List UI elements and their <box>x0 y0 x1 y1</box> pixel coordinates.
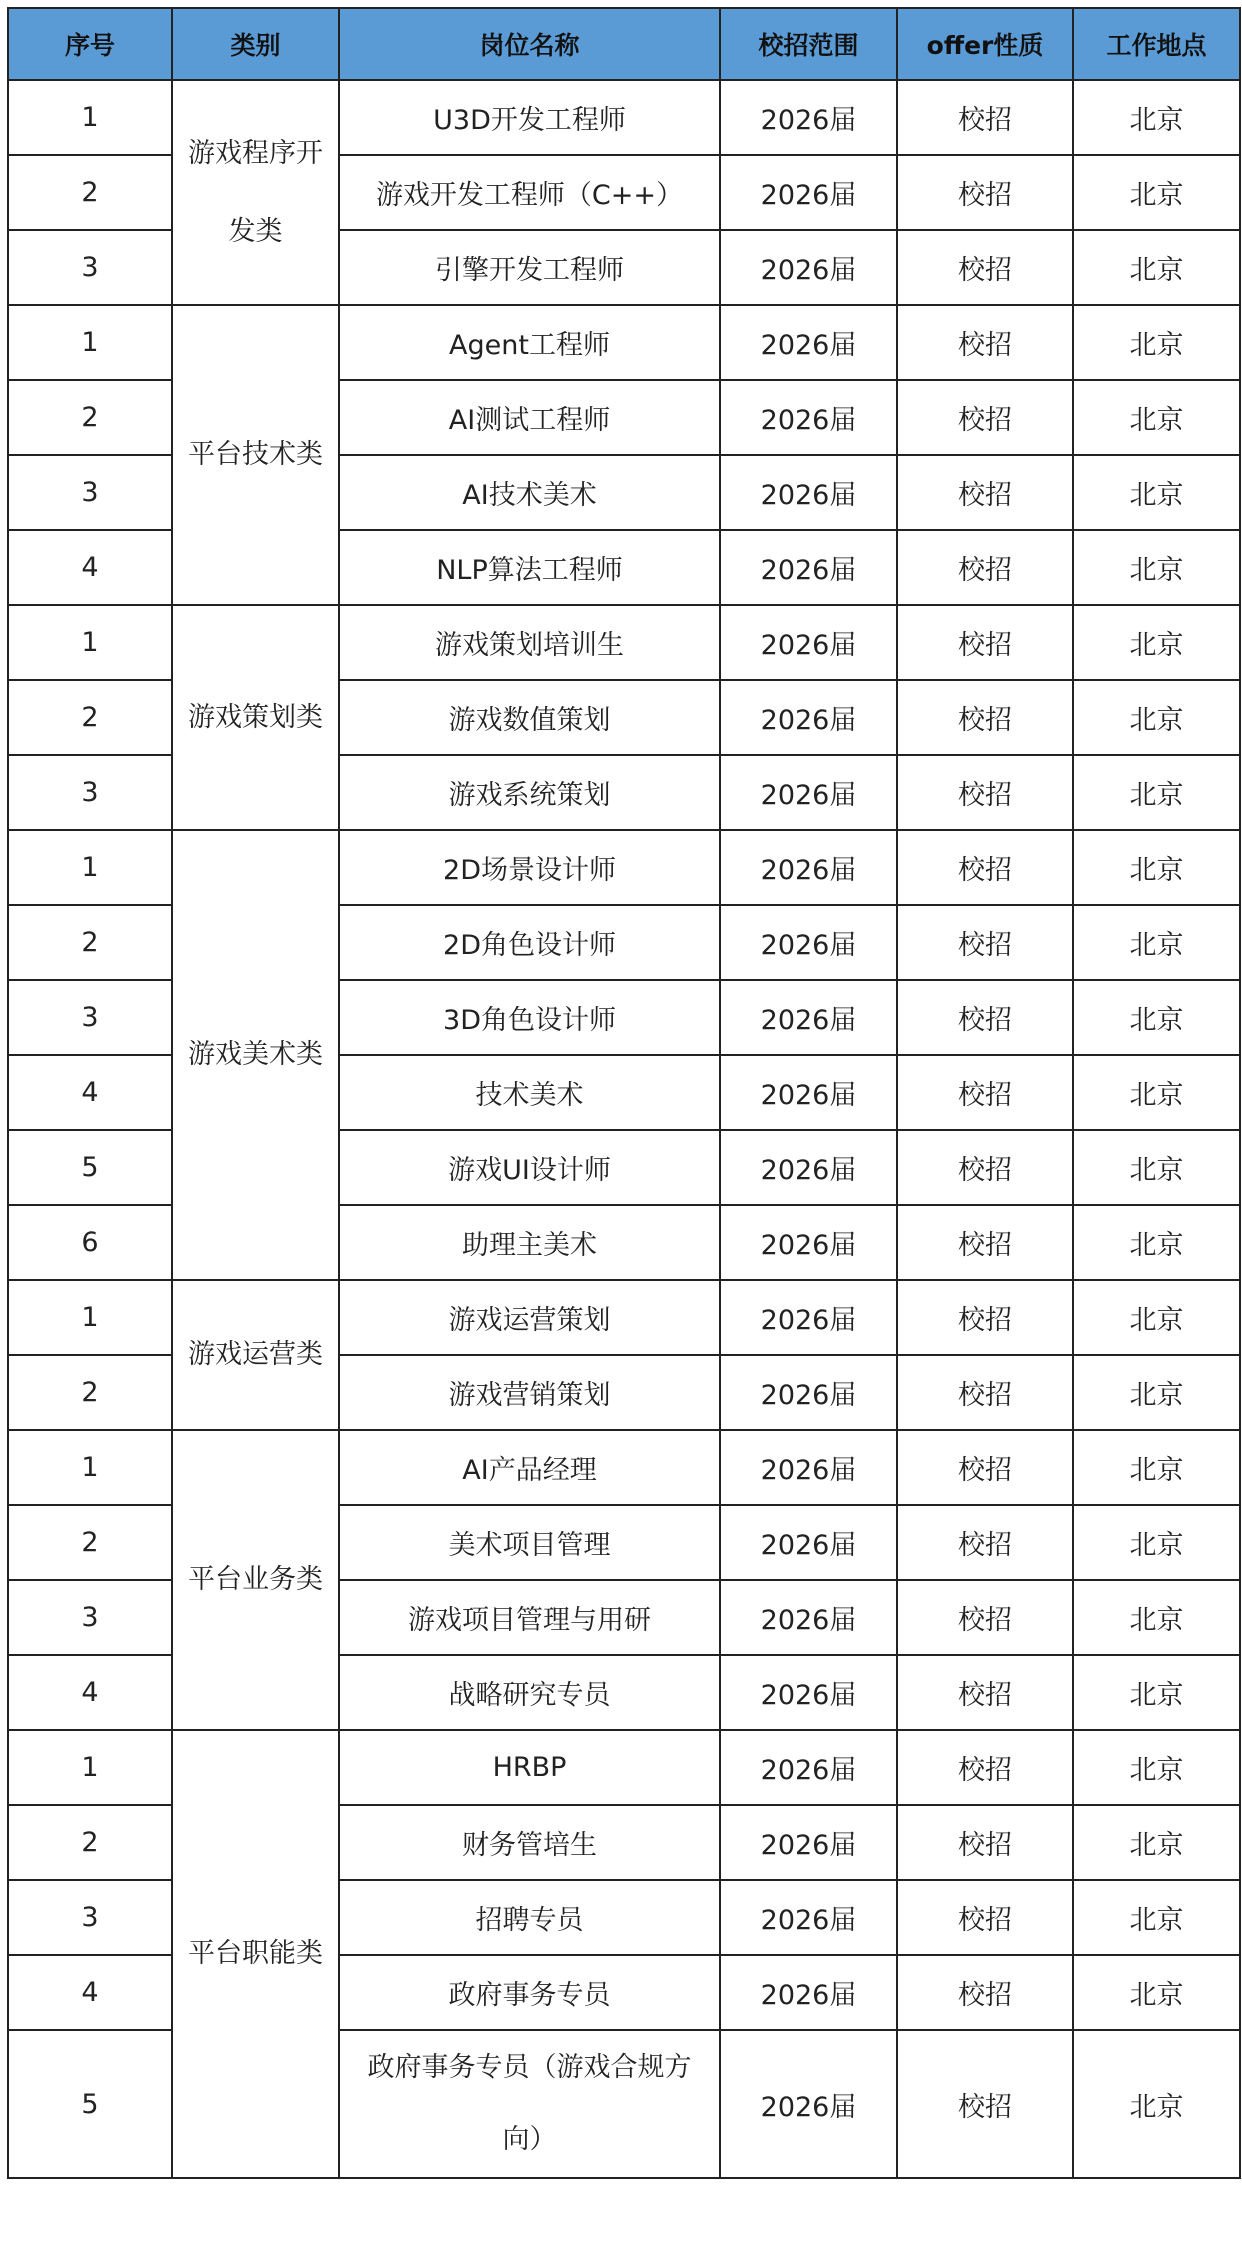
cell-location: 北京 <box>1073 1505 1240 1580</box>
cell-location: 北京 <box>1073 530 1240 605</box>
cell-scope: 2026届 <box>720 530 897 605</box>
cell-position: 技术美术 <box>339 1055 720 1130</box>
cell-category: 平台技术类 <box>172 305 339 605</box>
cell-offer-type: 校招 <box>897 830 1073 905</box>
cell-position: NLP算法工程师 <box>339 530 720 605</box>
cell-position: 游戏策划培训生 <box>339 605 720 680</box>
header-category: 类别 <box>172 8 339 80</box>
cell-position: 2D角色设计师 <box>339 905 720 980</box>
cell-scope: 2026届 <box>720 1130 897 1205</box>
cell-location: 北京 <box>1073 1280 1240 1355</box>
cell-offer-type: 校招 <box>897 1880 1073 1955</box>
cell-scope: 2026届 <box>720 1430 897 1505</box>
cell-scope: 2026届 <box>720 680 897 755</box>
cell-index: 3 <box>8 1880 172 1955</box>
cell-index: 1 <box>8 1430 172 1505</box>
cell-index: 3 <box>8 455 172 530</box>
cell-category: 游戏运营类 <box>172 1280 339 1430</box>
cell-index: 2 <box>8 1355 172 1430</box>
cell-scope: 2026届 <box>720 1730 897 1805</box>
cell-scope: 2026届 <box>720 1580 897 1655</box>
cell-scope: 2026届 <box>720 1355 897 1430</box>
cell-location: 北京 <box>1073 455 1240 530</box>
cell-index: 1 <box>8 830 172 905</box>
cell-position: 引擎开发工程师 <box>339 230 720 305</box>
table-row <box>8 1280 1240 1355</box>
cell-position: 游戏运营策划 <box>339 1280 720 1355</box>
cell-index: 5 <box>8 2030 172 2178</box>
header-scope: 校招范围 <box>720 8 897 80</box>
cell-offer-type: 校招 <box>897 1730 1073 1805</box>
cell-index: 2 <box>8 905 172 980</box>
cell-index: 1 <box>8 1280 172 1355</box>
cell-scope: 2026届 <box>720 905 897 980</box>
cell-scope: 2026届 <box>720 830 897 905</box>
cell-position: 游戏项目管理与用研 <box>339 1580 720 1655</box>
cell-position: 3D角色设计师 <box>339 980 720 1055</box>
cell-location: 北京 <box>1073 1580 1240 1655</box>
cell-offer-type: 校招 <box>897 1280 1073 1355</box>
cell-offer-type: 校招 <box>897 905 1073 980</box>
cell-location: 北京 <box>1073 1880 1240 1955</box>
cell-category: 游戏策划类 <box>172 605 339 830</box>
cell-scope: 2026届 <box>720 1880 897 1955</box>
cell-position: 游戏系统策划 <box>339 755 720 830</box>
cell-location: 北京 <box>1073 1130 1240 1205</box>
cell-location: 北京 <box>1073 1355 1240 1430</box>
cell-offer-type: 校招 <box>897 680 1073 755</box>
cell-scope: 2026届 <box>720 80 897 155</box>
cell-category: 平台业务类 <box>172 1430 339 1730</box>
cell-index: 4 <box>8 530 172 605</box>
cell-index: 3 <box>8 980 172 1055</box>
cell-offer-type: 校招 <box>897 380 1073 455</box>
cell-scope: 2026届 <box>720 155 897 230</box>
cell-scope: 2026届 <box>720 1655 897 1730</box>
cell-location: 北京 <box>1073 1205 1240 1280</box>
cell-offer-type: 校招 <box>897 1505 1073 1580</box>
cell-index: 3 <box>8 755 172 830</box>
cell-location: 北京 <box>1073 605 1240 680</box>
job-table <box>7 7 1241 2179</box>
table-row <box>8 605 1240 680</box>
cell-offer-type: 校招 <box>897 980 1073 1055</box>
cell-position: AI技术美术 <box>339 455 720 530</box>
cell-scope: 2026届 <box>720 1205 897 1280</box>
cell-index: 2 <box>8 1505 172 1580</box>
cell-position: 游戏UI设计师 <box>339 1130 720 1205</box>
cell-scope: 2026届 <box>720 1505 897 1580</box>
cell-position: 2D场景设计师 <box>339 830 720 905</box>
cell-offer-type: 校招 <box>897 1205 1073 1280</box>
cell-location: 北京 <box>1073 1655 1240 1730</box>
cell-position: AI测试工程师 <box>339 380 720 455</box>
cell-index: 2 <box>8 680 172 755</box>
cell-scope: 2026届 <box>720 1055 897 1130</box>
table-body <box>8 80 1240 2178</box>
cell-position: 游戏开发工程师（C++） <box>339 155 720 230</box>
table-header <box>8 8 1240 80</box>
cell-scope: 2026届 <box>720 1280 897 1355</box>
cell-index: 2 <box>8 380 172 455</box>
cell-scope: 2026届 <box>720 455 897 530</box>
cell-offer-type: 校招 <box>897 230 1073 305</box>
cell-position: 游戏营销策划 <box>339 1355 720 1430</box>
cell-scope: 2026届 <box>720 755 897 830</box>
cell-offer-type: 校招 <box>897 1355 1073 1430</box>
cell-index: 1 <box>8 305 172 380</box>
cell-offer-type: 校招 <box>897 305 1073 380</box>
table-row <box>8 305 1240 380</box>
cell-category: 平台职能类 <box>172 1730 339 2178</box>
cell-category: 游戏程序开发类 <box>172 80 339 305</box>
cell-position: U3D开发工程师 <box>339 80 720 155</box>
cell-location: 北京 <box>1073 1730 1240 1805</box>
cell-offer-type: 校招 <box>897 755 1073 830</box>
cell-scope: 2026届 <box>720 980 897 1055</box>
cell-location: 北京 <box>1073 1955 1240 2030</box>
header-row <box>8 8 1240 80</box>
job-table-container <box>7 7 1239 2179</box>
cell-index: 1 <box>8 1730 172 1805</box>
cell-position: 政府事务专员 <box>339 1955 720 2030</box>
cell-location: 北京 <box>1073 230 1240 305</box>
table-row <box>8 1730 1240 1805</box>
cell-position: AI产品经理 <box>339 1430 720 1505</box>
cell-location: 北京 <box>1073 1805 1240 1880</box>
cell-offer-type: 校招 <box>897 1055 1073 1130</box>
cell-scope: 2026届 <box>720 1955 897 2030</box>
cell-offer-type: 校招 <box>897 1805 1073 1880</box>
cell-offer-type: 校招 <box>897 530 1073 605</box>
cell-offer-type: 校招 <box>897 1130 1073 1205</box>
cell-position: 政府事务专员（游戏合规方向） <box>339 2030 720 2178</box>
cell-offer-type: 校招 <box>897 2030 1073 2178</box>
cell-index: 4 <box>8 1655 172 1730</box>
cell-index: 4 <box>8 1055 172 1130</box>
table-row <box>8 830 1240 905</box>
cell-location: 北京 <box>1073 830 1240 905</box>
header-location: 工作地点 <box>1073 8 1240 80</box>
cell-offer-type: 校招 <box>897 1655 1073 1730</box>
cell-offer-type: 校招 <box>897 1955 1073 2030</box>
cell-location: 北京 <box>1073 155 1240 230</box>
header-offer-type: offer性质 <box>897 8 1073 80</box>
cell-position: 战略研究专员 <box>339 1655 720 1730</box>
cell-location: 北京 <box>1073 905 1240 980</box>
cell-scope: 2026届 <box>720 605 897 680</box>
cell-offer-type: 校招 <box>897 455 1073 530</box>
header-index: 序号 <box>8 8 172 80</box>
cell-index: 6 <box>8 1205 172 1280</box>
cell-position: Agent工程师 <box>339 305 720 380</box>
cell-index: 3 <box>8 230 172 305</box>
table-row <box>8 80 1240 155</box>
cell-index: 3 <box>8 1580 172 1655</box>
cell-location: 北京 <box>1073 1430 1240 1505</box>
cell-location: 北京 <box>1073 2030 1240 2178</box>
cell-index: 2 <box>8 155 172 230</box>
cell-index: 5 <box>8 1130 172 1205</box>
cell-location: 北京 <box>1073 380 1240 455</box>
cell-location: 北京 <box>1073 680 1240 755</box>
cell-offer-type: 校招 <box>897 80 1073 155</box>
cell-index: 4 <box>8 1955 172 2030</box>
cell-location: 北京 <box>1073 755 1240 830</box>
cell-scope: 2026届 <box>720 380 897 455</box>
table-row <box>8 1430 1240 1505</box>
cell-index: 2 <box>8 1805 172 1880</box>
cell-scope: 2026届 <box>720 1805 897 1880</box>
cell-offer-type: 校招 <box>897 1580 1073 1655</box>
cell-position: 招聘专员 <box>339 1880 720 1955</box>
cell-location: 北京 <box>1073 305 1240 380</box>
cell-index: 1 <box>8 80 172 155</box>
cell-scope: 2026届 <box>720 230 897 305</box>
cell-position: 助理主美术 <box>339 1205 720 1280</box>
cell-location: 北京 <box>1073 80 1240 155</box>
cell-scope: 2026届 <box>720 305 897 380</box>
cell-location: 北京 <box>1073 1055 1240 1130</box>
cell-position: HRBP <box>339 1730 720 1805</box>
cell-index: 1 <box>8 605 172 680</box>
cell-offer-type: 校招 <box>897 155 1073 230</box>
cell-category: 游戏美术类 <box>172 830 339 1280</box>
cell-position: 美术项目管理 <box>339 1505 720 1580</box>
cell-offer-type: 校招 <box>897 605 1073 680</box>
cell-offer-type: 校招 <box>897 1430 1073 1505</box>
cell-scope: 2026届 <box>720 2030 897 2178</box>
cell-position: 游戏数值策划 <box>339 680 720 755</box>
header-position: 岗位名称 <box>339 8 720 80</box>
cell-position: 财务管培生 <box>339 1805 720 1880</box>
cell-location: 北京 <box>1073 980 1240 1055</box>
